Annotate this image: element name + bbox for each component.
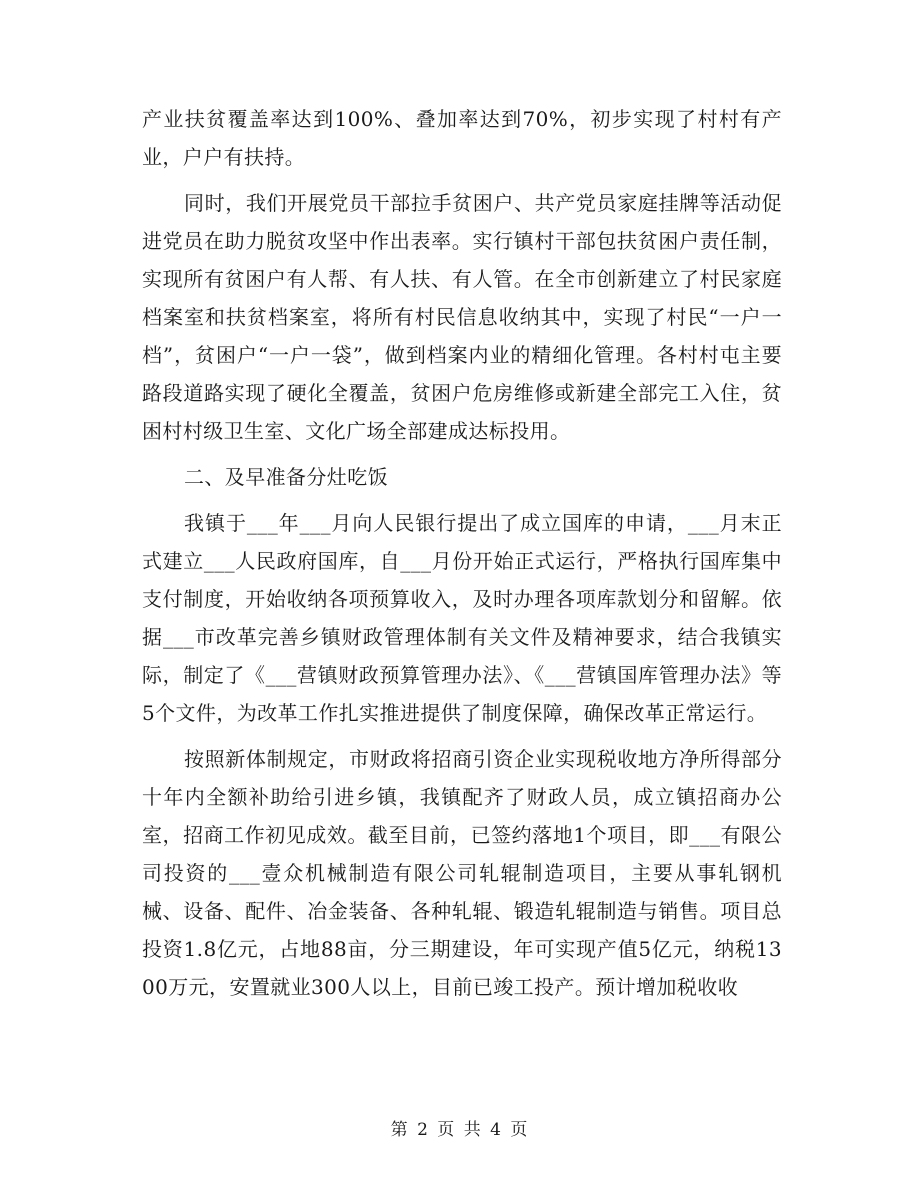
body-text: [142, 100, 782, 1014]
paragraph-party-members: 同时，我们开展党员干部拉手贫困户、共产党员家庭挂牌等活动促进党员在助力脱贫攻坚中作出表率。实行镇村干部包扶贫困户责任制，实现所有贫困户有人帮、有人扶、有人管。在全市创新建立了村民家庭档案室和扶贫档案室，将所有村民信息收纳其中，实现了村民“一户一档”，贫困户“一户一袋”，做到档案内业的精细化管理。各村村屯主要路段道路实现了硬化全覆盖，贫困户危房维修或新建全部完工入住，贫困村村级卫生室、文化广场全部建成达标投用。: [142, 191, 782, 443]
paragraph-continuation: 产业扶贫覆盖率达到100%、叠加率达到70%，初步实现了村村有产业，户户有扶持。: [142, 107, 782, 169]
paragraph-investment: 按照新体制规定，市财政将招商引资企业实现税收地方净所得部分十年内全额补助给引进乡镇，我镇配齐了财政人员，成立镇招商办公室，招商工作初见成效。截至目前，已签约落地1个项目，即___有限公司投资的___壹众机械制造有限公司轧辊制造项目，主要从事轧钢机械、设备、配件、冶金装备、各种轧辊、锻造轧辊制造与销售。项目总投资1.8亿元，占地88亩，分三期建设，年可实现产值5亿元，纳税1300万元，安置就业300人以上，目前已竣工投产。预计增加税收收: [142, 747, 782, 999]
page-number: 第 2 页 共 4 页: [390, 1120, 530, 1140]
section-heading: 二、及早准备分灶吃饭: [184, 465, 388, 489]
paragraph-treasury: 我镇于___年___月向人民银行提出了成立国库的申请，___月末正式建立___人民政府国库，自___月份开始正式运行，严格执行国库集中支付制度，开始收纳各项预算收入，及时办理各项库款划分和留解。依据___市改革完善乡镇财政管理体制有关文件及精神要求，结合我镇实际，制定了《___营镇财政预算管理办法》、《___营镇国库管理办法》等5个文件，为改革工作扎实推进提供了制度保障，确保改革正常运行。: [142, 511, 782, 725]
